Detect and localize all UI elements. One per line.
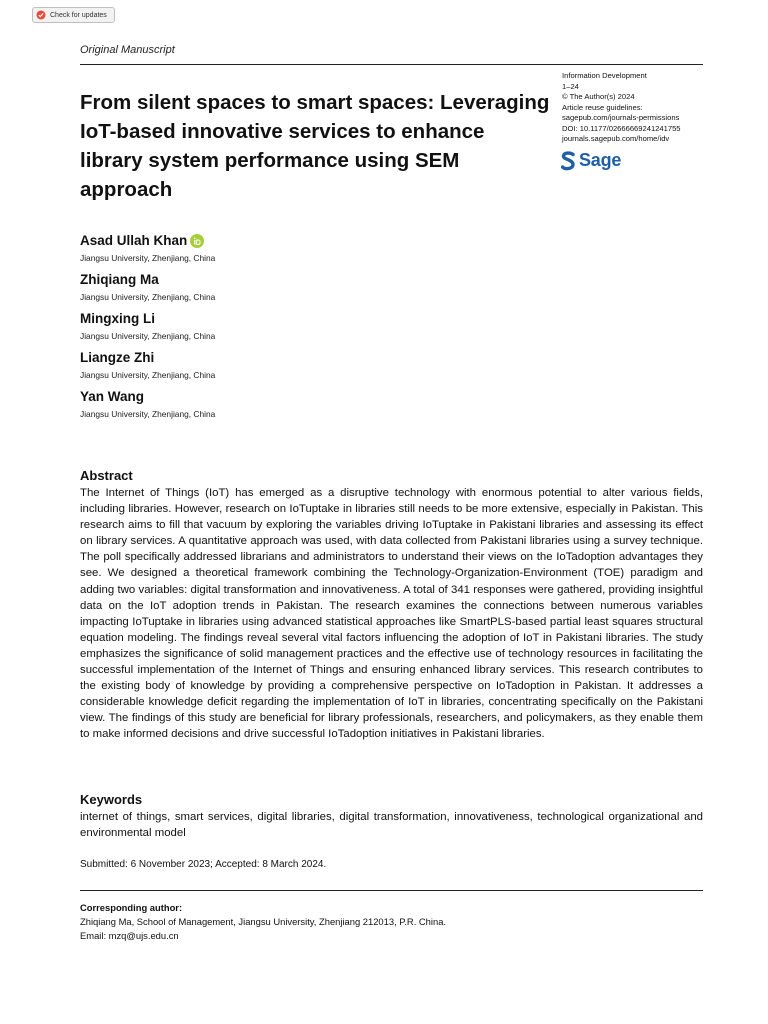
publisher-name: Sage — [579, 150, 622, 170]
abstract-text: The Internet of Things (IoT) has emerged as a disruptive technology with enormous potential to alter various fields, including libraries. However, research on IoTuptake in libraries still needs to be more extensive, especially in Pakistan. This research aims to fill that vacuum by exploring the variables driving IoTuptake in Pakistani libraries and assessing its effect on library services. A quantitative approach was used, with data collected from Pakistani libraries using a survey technique. The poll specifically addressed librarians and administrators to understand their views on the IoTadoption advantages they see. We designed a theoretical framework combining the Technology-Organization-Environment (TOE) paradigm and adding two variables: digital transformation and innovativeness. A total of 341 responses were gathered, providing insightful data on the IoT adoption trends in Pakistan. The research examines the connections between numerous variables impacting IoTuptake in libraries using advanced statistical approaches like SmartPLS-based partial least squares structural equation modeling. The findings reveal several vital factors influencing the adoption of IoT in Pakistani libraries. The study emphasizes the significance of solid management practices and the effective use of technology resources in facilitating the successful implementation of the Internet of Things and ensuring enhanced library services. This research contributes to the existing body of knowledge by providing a comprehensive perspective on IoTadoption in Pakistan. It addresses a considerable knowledge deficit regarding the implementation of IoT in libraries, concentrating specifically on the Pakistani view. The findings of this study are beneficial for library professionals, researchers, and policymakers, as they enable them to make informed decisions and drive successful IoTadoption initiatives in Pakistani libraries. — [80, 487, 703, 741]
sage-s-icon — [561, 151, 575, 171]
author-item — [80, 388, 215, 427]
corresponding-author-label: Corresponding author: — [80, 902, 183, 913]
corresponding-author-block — [80, 901, 446, 943]
reuse-guidelines-label: Article reuse guidelines: — [562, 102, 643, 112]
copyright: © The Author(s) 2024 — [562, 92, 635, 101]
keywords-heading: Keywords — [80, 792, 143, 807]
author-affiliation: Jiangsu University, Zhenjiang, China — [80, 292, 216, 302]
orcid-icon[interactable] — [190, 234, 204, 248]
reuse-guidelines-link[interactable]: sagepub.com/journals-permissions — [562, 113, 680, 122]
abstract-section — [80, 468, 703, 743]
keywords-section — [80, 792, 703, 841]
manuscript-type: Original Manuscript — [80, 44, 175, 56]
author-affiliation: Jiangsu University, Zhenjiang, China — [80, 409, 216, 419]
corresponding-author-email[interactable]: Email: mzq@ujs.edu.cn — [80, 930, 179, 941]
author-list — [80, 232, 215, 427]
footer-divider — [80, 890, 703, 891]
author-affiliation: Jiangsu University, Zhenjiang, China — [80, 370, 216, 380]
journal-home-link[interactable]: journals.sagepub.com/home/idv — [562, 134, 670, 143]
author-item — [80, 271, 215, 310]
journal-name: Information Development — [562, 71, 647, 80]
abstract-heading: Abstract — [80, 468, 133, 483]
journal-info — [562, 71, 681, 145]
header-divider — [80, 64, 703, 65]
doi-link[interactable]: DOI: 10.1177/02666669241241755 — [562, 123, 681, 133]
author-name: Yan Wang — [80, 389, 145, 404]
keywords-text: internet of things, smart services, digital libraries, digital transformation, innovativeness, technological organizational and environmental model — [80, 811, 703, 840]
check-for-updates-button[interactable] — [32, 7, 115, 23]
author-item — [80, 232, 215, 271]
author-name: Liangze Zhi — [80, 350, 155, 365]
article-title: From silent spaces to smart spaces: Leveraging IoT-based innovative services to enhance library system performance using SEM approach — [80, 91, 550, 201]
check-for-updates-icon — [36, 10, 46, 20]
author-affiliation: Jiangsu University, Zhenjiang, China — [80, 331, 216, 341]
check-for-updates-label: Check for updates — [50, 11, 107, 19]
author-item — [80, 349, 215, 388]
publisher-logo — [561, 150, 621, 171]
submission-dates: Submitted: 6 November 2023; Accepted: 8 March 2024. — [80, 859, 327, 870]
author-name: Zhiqiang Ma — [80, 272, 159, 287]
page-range: 1–24 — [562, 81, 579, 91]
corresponding-author-address: Zhiqiang Ma, School of Management, Jiangsu University, Zhenjiang 212013, P.R. China. — [80, 916, 447, 927]
author-item — [80, 310, 215, 349]
author-name: Mingxing Li — [80, 311, 155, 326]
author-name: Asad Ullah Khan — [80, 233, 188, 248]
author-affiliation: Jiangsu University, Zhenjiang, China — [80, 253, 216, 263]
